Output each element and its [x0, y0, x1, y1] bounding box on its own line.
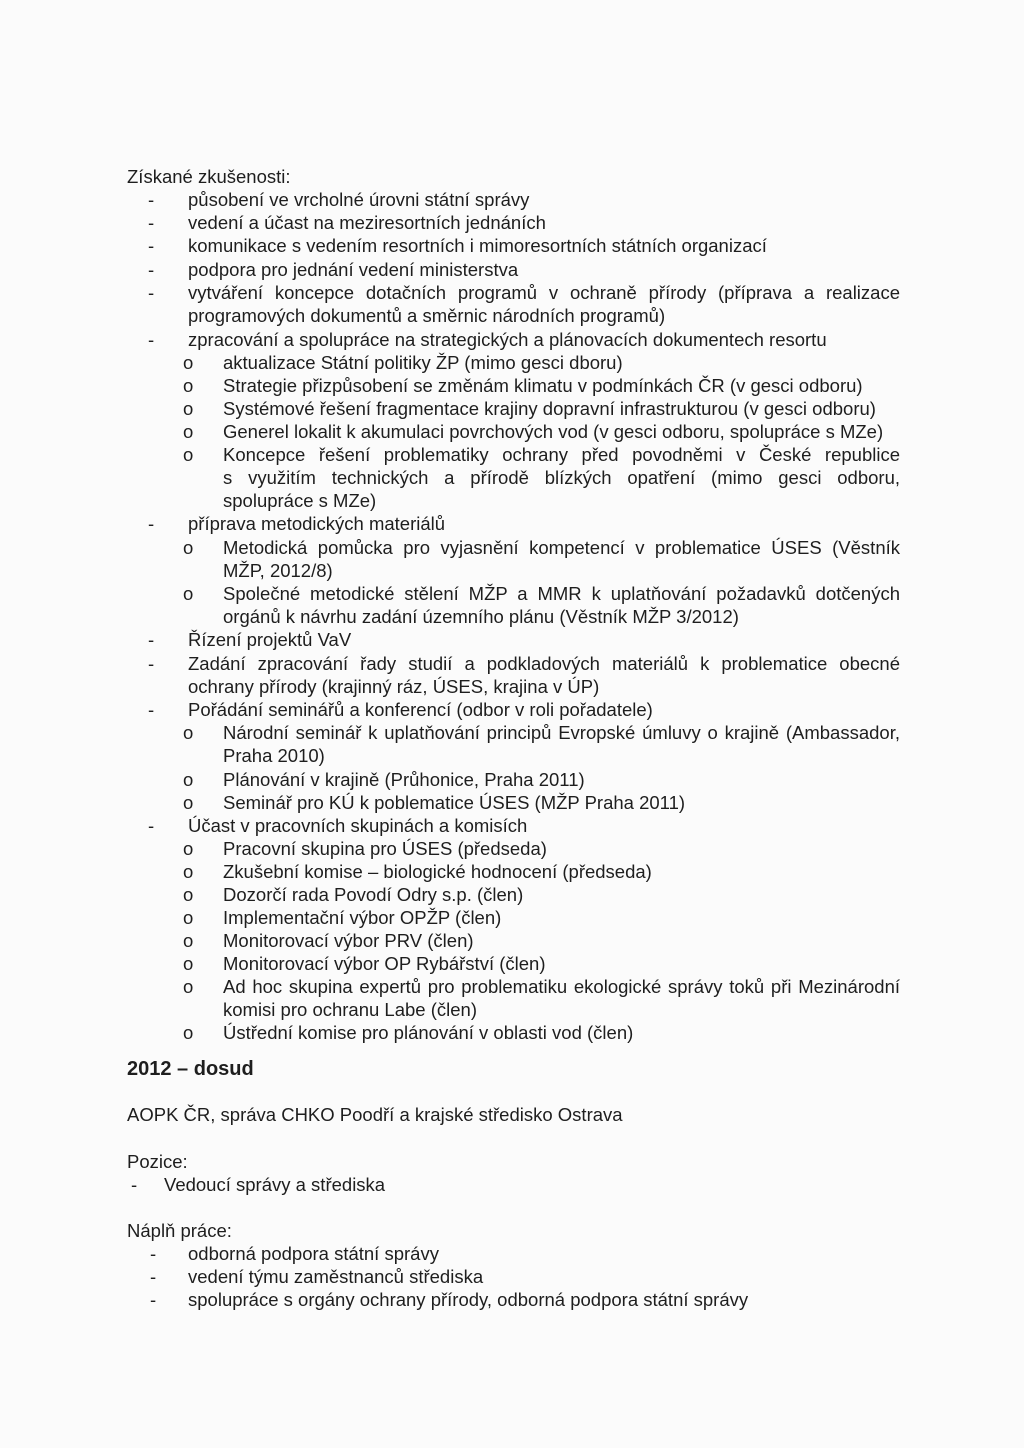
dash-bullet: - — [150, 1289, 157, 1310]
experience-subitem: Implementační výbor OPŽP (člen) — [223, 907, 502, 928]
experience-subitem: aktualizace Státní politiky ŽP (mimo gesci dboru) — [223, 352, 623, 373]
dash-bullet: - — [150, 1243, 157, 1264]
dash-bullet: - — [148, 699, 155, 720]
dash-bullet: - — [148, 212, 155, 233]
experience-item-continued: ochrany přírody (krajinný ráz, ÚSES, krajina v ÚP) — [188, 676, 600, 697]
duty-item: spolupráce s orgány ochrany přírody, odborná podpora státní správy — [188, 1289, 749, 1310]
experience-subitem: Systémové řešení fragmentace krajiny dopravní infrastrukturou (v gesci odboru) — [223, 398, 876, 419]
dash-bullet: - — [148, 329, 155, 350]
circle-bullet: o — [183, 792, 194, 813]
dash-bullet: - — [148, 629, 155, 650]
circle-bullet: o — [183, 861, 194, 882]
experience-subitem-continued: spolupráce s MZe) — [223, 490, 377, 511]
experience-subitem: Monitorovací výbor OP Rybářství (člen) — [223, 953, 546, 974]
experience-item: Pořádání seminářů a konferencí (odbor v roli pořadatele) — [188, 699, 653, 720]
duties-label: Náplň práce: — [127, 1220, 232, 1241]
experience-subitem-continued: Praha 2010) — [223, 745, 325, 766]
experience-item: Účast v pracovních skupinách a komisích — [188, 815, 528, 836]
experience-subitem: Monitorovací výbor PRV (člen) — [223, 930, 474, 951]
experience-subitem: Pracovní skupina pro ÚSES (předseda) — [223, 838, 547, 859]
circle-bullet: o — [183, 421, 194, 442]
dash-bullet: - — [148, 653, 155, 674]
dash-bullet: - — [148, 235, 155, 256]
experience-subitem: Dozorčí rada Povodí Odry s.p. (člen) — [223, 884, 524, 905]
period-heading: 2012 – dosud — [127, 1058, 254, 1080]
circle-bullet: o — [183, 375, 194, 396]
experience-item: příprava metodických materiálů — [188, 513, 446, 534]
circle-bullet: o — [183, 398, 194, 419]
experience-subitem: Metodická pomůcka pro vyjasnění kompetencí v problematice ÚSES (Věstník — [223, 537, 900, 558]
circle-bullet: o — [183, 976, 194, 997]
experience-item: působení ve vrcholné úrovni státní správy — [188, 189, 530, 210]
experience-subitem: Plánování v krajině (Průhonice, Praha 2011) — [223, 769, 585, 790]
dash-bullet: - — [148, 815, 155, 836]
experience-item: Zadání zpracování řady studií a podkladových materiálů k problematice obecné — [188, 653, 900, 674]
circle-bullet: o — [183, 722, 194, 743]
experience-subitem: Generel lokalit k akumulaci povrchových vod (v gesci odboru, spolupráce s MZe) — [223, 421, 884, 442]
position-label: Pozice: — [127, 1151, 188, 1172]
dash-bullet: - — [148, 189, 155, 210]
circle-bullet: o — [183, 838, 194, 859]
dash-bullet: - — [131, 1174, 138, 1195]
circle-bullet: o — [183, 884, 194, 905]
circle-bullet: o — [183, 769, 194, 790]
experience-item: vedení a účast na meziresortních jednáních — [188, 212, 546, 233]
experience-subitem: Seminář pro KÚ k poblematice ÚSES (MŽP Praha 2011) — [223, 792, 686, 813]
position-item: Vedoucí správy a střediska — [164, 1174, 386, 1195]
circle-bullet: o — [183, 953, 194, 974]
circle-bullet: o — [183, 907, 194, 928]
employer: AOPK ČR, správa CHKO Poodří a krajské středisko Ostrava — [127, 1104, 623, 1125]
dash-bullet: - — [148, 259, 155, 280]
experience-subitem: Koncepce řešení problematiky ochrany před povodněmi v České republice — [223, 444, 900, 465]
experience-subitem: Ad hoc skupina expertů pro problematiku ekologické správy toků při Mezinárodní — [223, 976, 900, 997]
experience-subitem: Ústřední komise pro plánování v oblasti vod (člen) — [223, 1022, 634, 1043]
experience-subitem: Národní seminář k uplatňování principů Evropské úmluvy o krajině (Ambassador, — [223, 722, 900, 743]
circle-bullet: o — [183, 537, 194, 558]
experience-item: vytváření koncepce dotačních programů v ochraně přírody (příprava a realizace — [188, 282, 900, 303]
experience-item: zpracování a spolupráce na strategických a plánovacích dokumentech resortu — [188, 329, 827, 350]
dash-bullet: - — [150, 1266, 157, 1287]
dash-bullet: - — [148, 513, 155, 534]
circle-bullet: o — [183, 1022, 194, 1043]
circle-bullet: o — [183, 930, 194, 951]
duty-item: odborná podpora státní správy — [188, 1243, 439, 1264]
dash-bullet: - — [148, 282, 155, 303]
circle-bullet: o — [183, 352, 194, 373]
experience-subitem-continued: orgánů k návrhu zadání územního plánu (Věstník MŽP 3/2012) — [223, 606, 739, 627]
duty-item: vedení týmu zaměstnanců střediska — [188, 1266, 484, 1287]
experience-item: podpora pro jednání vedení ministerstva — [188, 259, 519, 280]
experience-subitem: Strategie přizpůsobení se změnám klimatu v podmínkách ČR (v gesci odboru) — [223, 375, 863, 396]
circle-bullet: o — [183, 444, 194, 465]
circle-bullet: o — [183, 583, 194, 604]
experience-item-continued: programových dokumentů a směrnic národních programů) — [188, 305, 666, 326]
experience-item: Řízení projektů VaV — [188, 629, 352, 650]
experience-subitem-continued: komisi pro ochranu Labe (člen) — [223, 999, 477, 1020]
experience-subitem-continued: s využitím technických a přírodě blízkých opatření (mimo gesci odboru, — [223, 467, 900, 488]
experience-subitem: Zkušební komise – biologické hodnocení (předseda) — [223, 861, 652, 882]
experience-subitem: Společné metodické stělení MŽP a MMR k uplatňování požadavků dotčených — [223, 583, 900, 604]
experience-subitem-continued: MŽP, 2012/8) — [223, 560, 333, 581]
experience-item: komunikace s vedením resortních i mimoresortních státních organizací — [188, 235, 767, 256]
experience-title: Získané zkušenosti: — [127, 166, 291, 187]
